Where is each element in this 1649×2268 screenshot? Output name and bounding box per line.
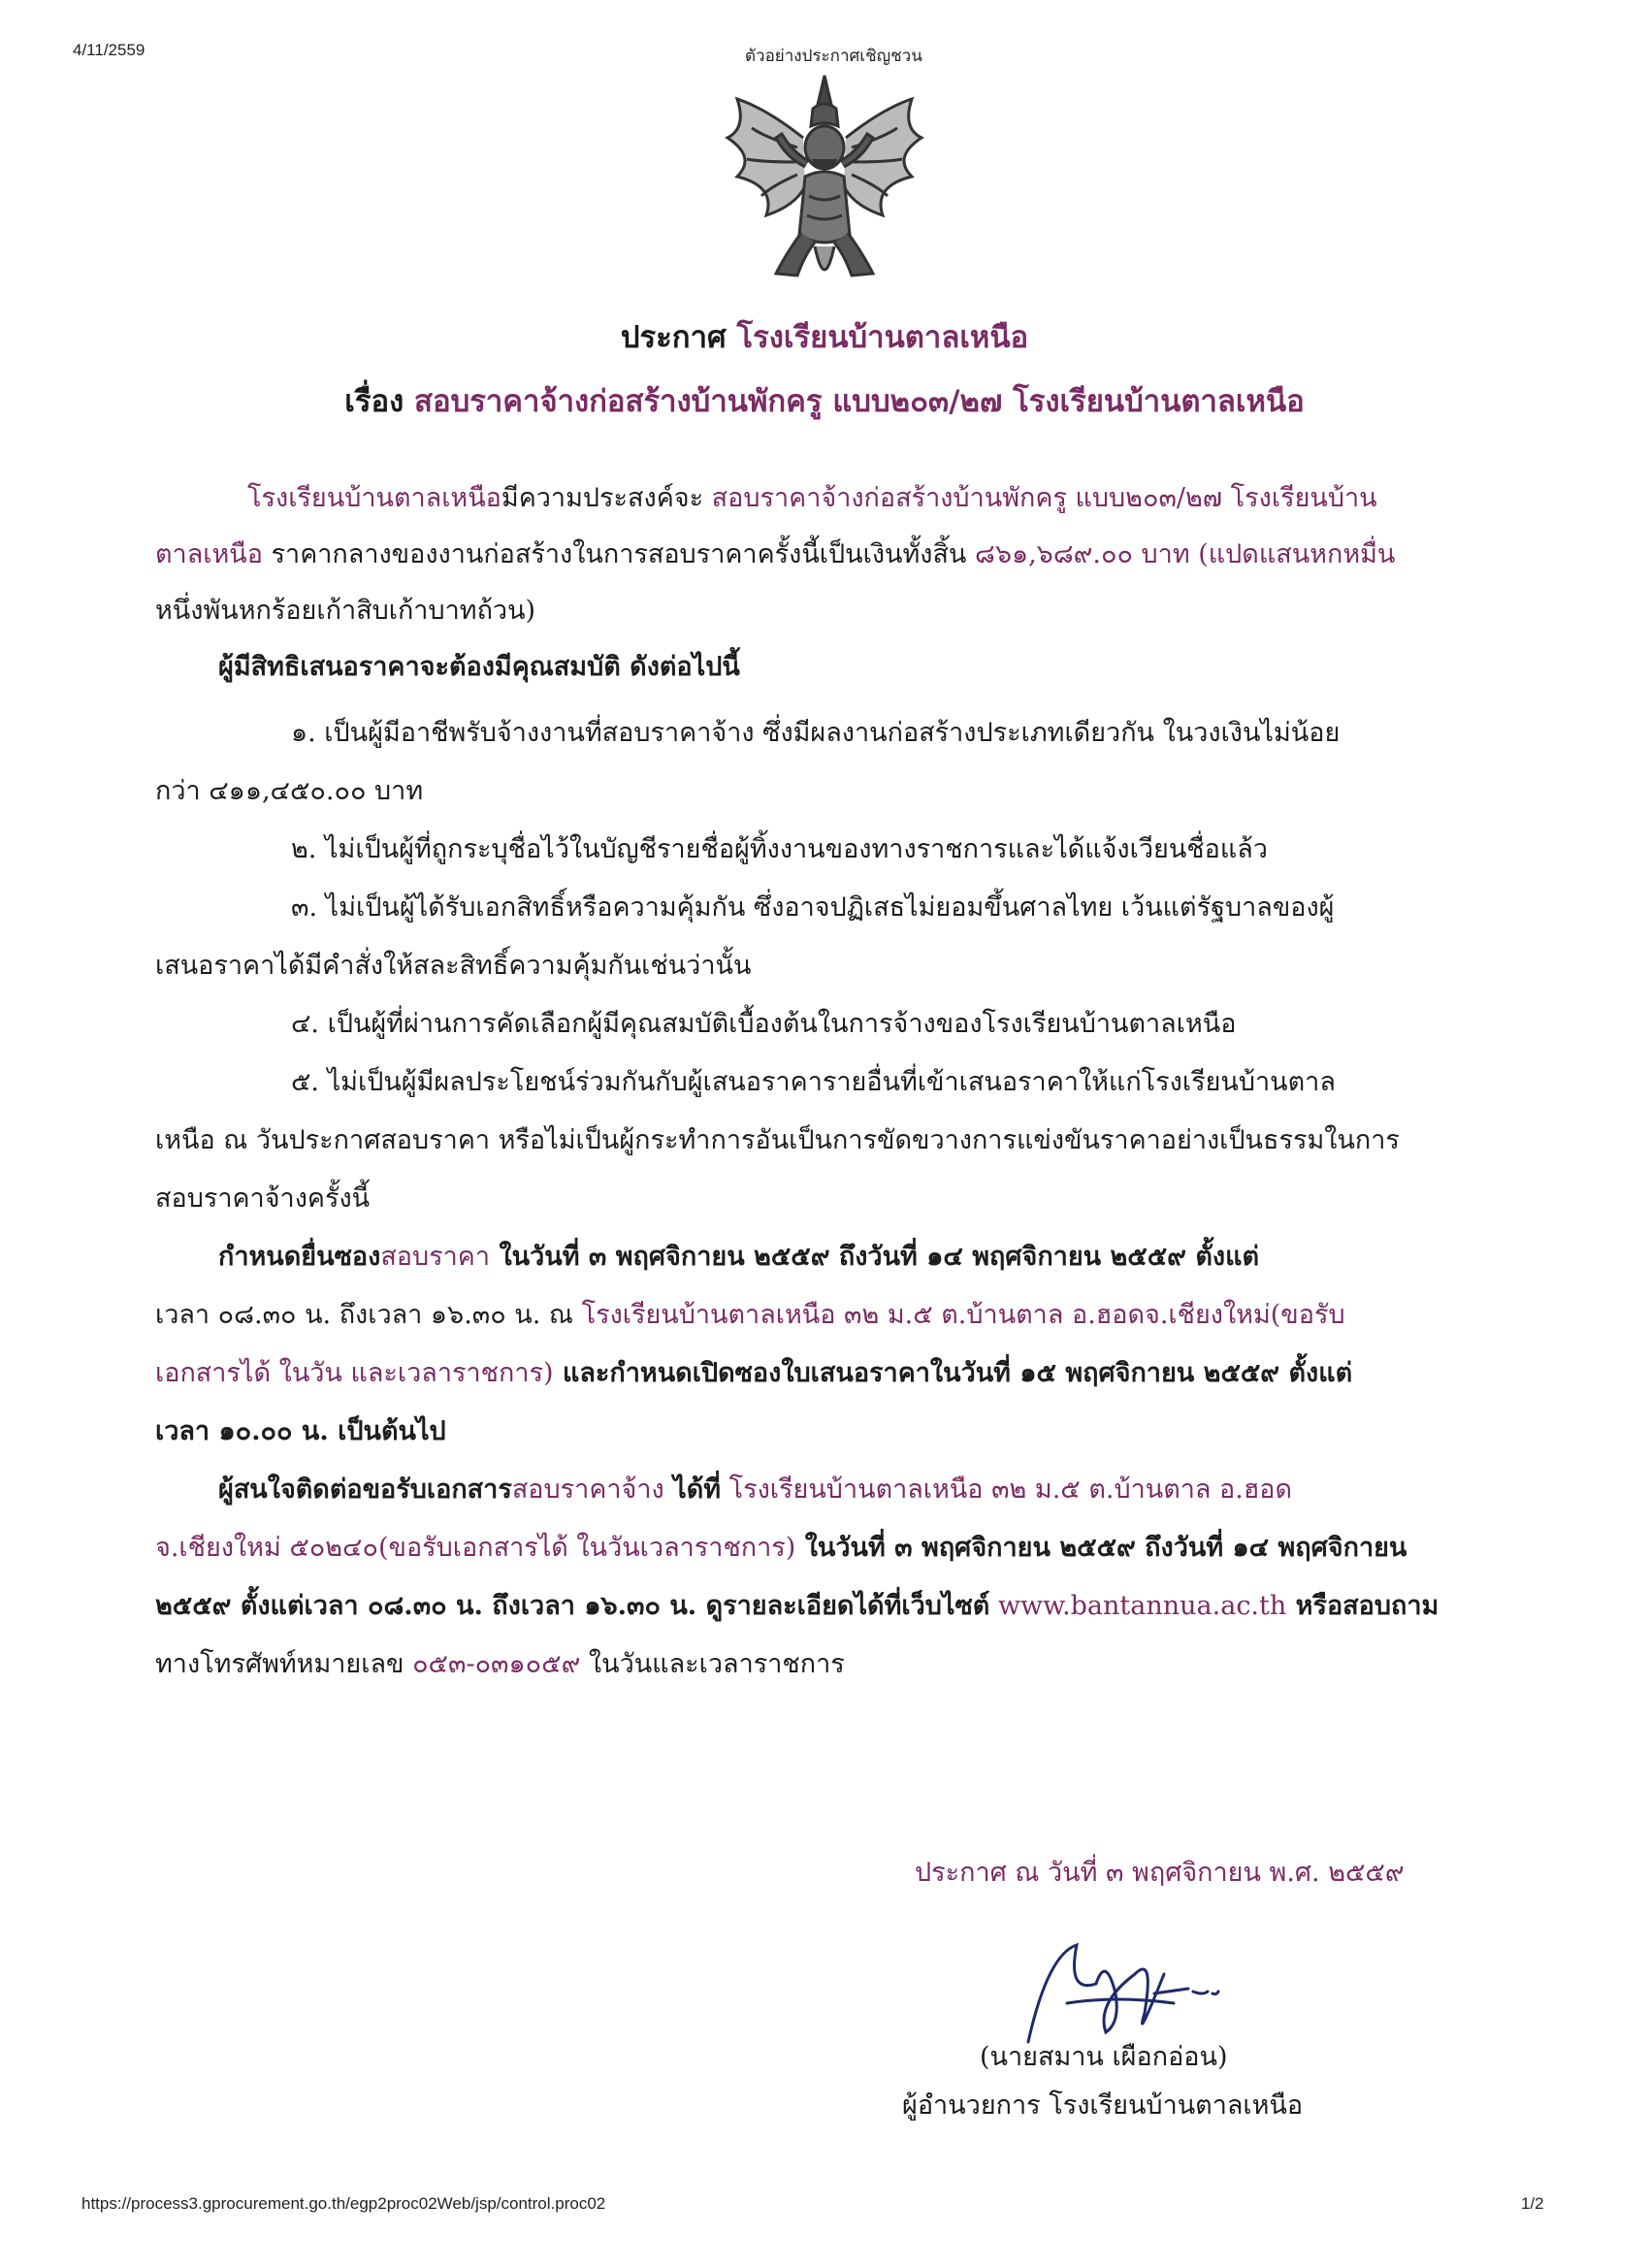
announcement-title — [0, 312, 1649, 361]
contact-line-2: จ.เชียงใหม่ ๕๐๒๔๐(ขอรับเอกสารได้ ในวันเวลาราชการ) ในวันที่ ๓ พฤศจิกายน ๒๕๕๙ ถึงวันที่ ๑๔ พฤศจิกายน — [155, 1533, 1407, 1563]
contact-line-4: ทางโทรศัพท์หมายเลข ๐๕๓-๐๓๑๐๕๙ ในวันและเวลาราชการ — [155, 1649, 845, 1679]
contact-line-3: ๒๕๕๙ ตั้งแต่เวลา ๐๘.๓๐ น. ถึงเวลา ๑๖.๓๐ น. ดูรายละเอียดได้ที่เว็บไซต์ www.bantannua.ac.th หรือสอบถาม — [155, 1591, 1439, 1621]
signatory-position: ผู้อำนวยการ โรงเรียนบ้านตาลเหนือ — [902, 2090, 1304, 2121]
subject-text: สอบราคาจ้างก่อสร้างบ้านพักครู แบบ๒๐๓/๒๗ โรงเรียนบ้านตาลเหนือ — [414, 384, 1305, 419]
qualification-1-line-2: กว่า ๔๑๑,๔๕๐.๐๐ บาท — [155, 776, 424, 806]
schedule-line-2: เวลา ๐๘.๓๐ น. ถึงเวลา ๑๖.๓๐ น. ณ โรงเรียนบ้านตาลเหนือ ๓๒ ม.๕ ต.บ้านตาล อ.ฮอดจ.เชียงใหม่(ขอรับ — [155, 1300, 1345, 1330]
qualification-1-line-1: ๑. เป็นผู้มีอาชีพรับจ้างงานที่สอบราคาจ้าง ซึ่งมีผลงานก่อสร้างประเภทเดียวกัน ในวงเงินไม่น้อย — [291, 718, 1341, 748]
schedule-line-1: กำหนดยื่นซองสอบราคา ในวันที่ ๓ พฤศจิกายน ๒๕๕๙ ถึงวันที่ ๑๔ พฤศจิกายน ๒๕๕๙ ตั้งแต่ — [218, 1242, 1260, 1272]
qualification-3-line-2: เสนอราคาได้มีคำสั่งให้สละสิทธิ์ความคุ้มกันเช่นว่านั้น — [155, 951, 752, 981]
intro-line-2: ตาลเหนือ ราคากลางของงานก่อสร้างในการสอบราคาครั้งนี้เป็นเงินทั้งสิ้น ๘๖๑,๖๘๙.๐๐ บาท (แปดแสนหกหมื่น — [155, 539, 1396, 569]
qualification-5-line-1: ๕. ไม่เป็นผู้มีผลประโยชน์ร่วมกันกับผู้เสนอราคารายอื่นที่เข้าเสนอราคาให้แก่โรงเรียนบ้านตาล — [291, 1067, 1336, 1097]
title-org: โรงเรียนบ้านตาลเหนือ — [736, 320, 1029, 355]
qualification-3-line-1: ๓. ไม่เป็นผู้ได้รับเอกสิทธิ์หรือความคุ้มกัน ซึ่งอาจปฏิเสธไม่ยอมขึ้นศาลไทย เว้นแต่รัฐบาลของผู้ — [291, 892, 1335, 923]
qualification-2: ๒. ไม่เป็นผู้ที่ถูกระบุชื่อไว้ในบัญชีรายชื่อผู้ทิ้งงานของทางราชการและได้แจ้งเวียนชื่อแล้ว — [291, 834, 1268, 864]
signature-image — [1009, 1935, 1232, 2052]
print-page-number: 1/2 — [1521, 2194, 1544, 2213]
garuda-emblem-icon — [708, 70, 941, 303]
schedule-line-3: เอกสารได้ ในวัน และเวลาราชการ) และกำหนดเปิดซองใบเสนอราคาในวันที่ ๑๕ พฤศจิกายน ๒๕๕๙ ตั้งแต่ — [155, 1358, 1353, 1388]
contact-line-1: ผู้สนใจติดต่อขอรับเอกสารสอบราคาจ้าง ได้ที่ โรงเรียนบ้านตาลเหนือ ๓๒ ม.๕ ต.บ้านตาล อ.ฮอด — [218, 1474, 1293, 1505]
qualifications-heading: ผู้มีสิทธิเสนอราคาจะต้องมีคุณสมบัติ ดังต่อไปนี้ — [218, 652, 740, 682]
signatory-name: (นายสมาน เผือกอ่อน) — [980, 2042, 1228, 2072]
qualification-5-line-2: เหนือ ณ วันประกาศสอบราคา หรือไม่เป็นผู้กระทำการอันเป็นการขัดขวางการแข่งขันราคาอย่างเป็นธรรมในการ — [155, 1125, 1400, 1155]
schedule-line-4: เวลา ๑๐.๐๐ น. เป็นต้นไป — [155, 1416, 446, 1446]
subject-prefix: เรื่อง — [344, 384, 404, 419]
title-prefix: ประกาศ — [620, 320, 727, 355]
qualification-5-line-3: สอบราคาจ้างครั้งนี้ — [155, 1183, 371, 1214]
print-url: https://process3.gprocurement.go.th/egp2proc02Web/jsp/control.proc02 — [81, 2194, 606, 2213]
print-page-title: ตัวอย่างประกาศเชิญชวน — [745, 47, 922, 65]
intro-line-1: โรงเรียนบ้านตาลเหนือมีความประสงค์จะ สอบราคาจ้างก่อสร้างบ้านพักครู แบบ๒๐๓/๒๗ โรงเรียนบ้าน — [247, 483, 1377, 513]
announcement-date: ประกาศ ณ วันที่ ๓ พฤศจิกายน พ.ศ. ๒๕๕๙ — [915, 1858, 1405, 1888]
announcement-subject — [0, 376, 1649, 425]
qualification-4: ๔. เป็นผู้ที่ผ่านการคัดเลือกผู้มีคุณสมบัติเบื้องต้นในการจ้างของโรงเรียนบ้านตาลเหนือ — [291, 1009, 1237, 1039]
intro-line-3: หนึ่งพันหกร้อยเก้าสิบเก้าบาทถ้วน) — [155, 596, 536, 626]
print-date: 4/11/2559 — [73, 41, 146, 59]
